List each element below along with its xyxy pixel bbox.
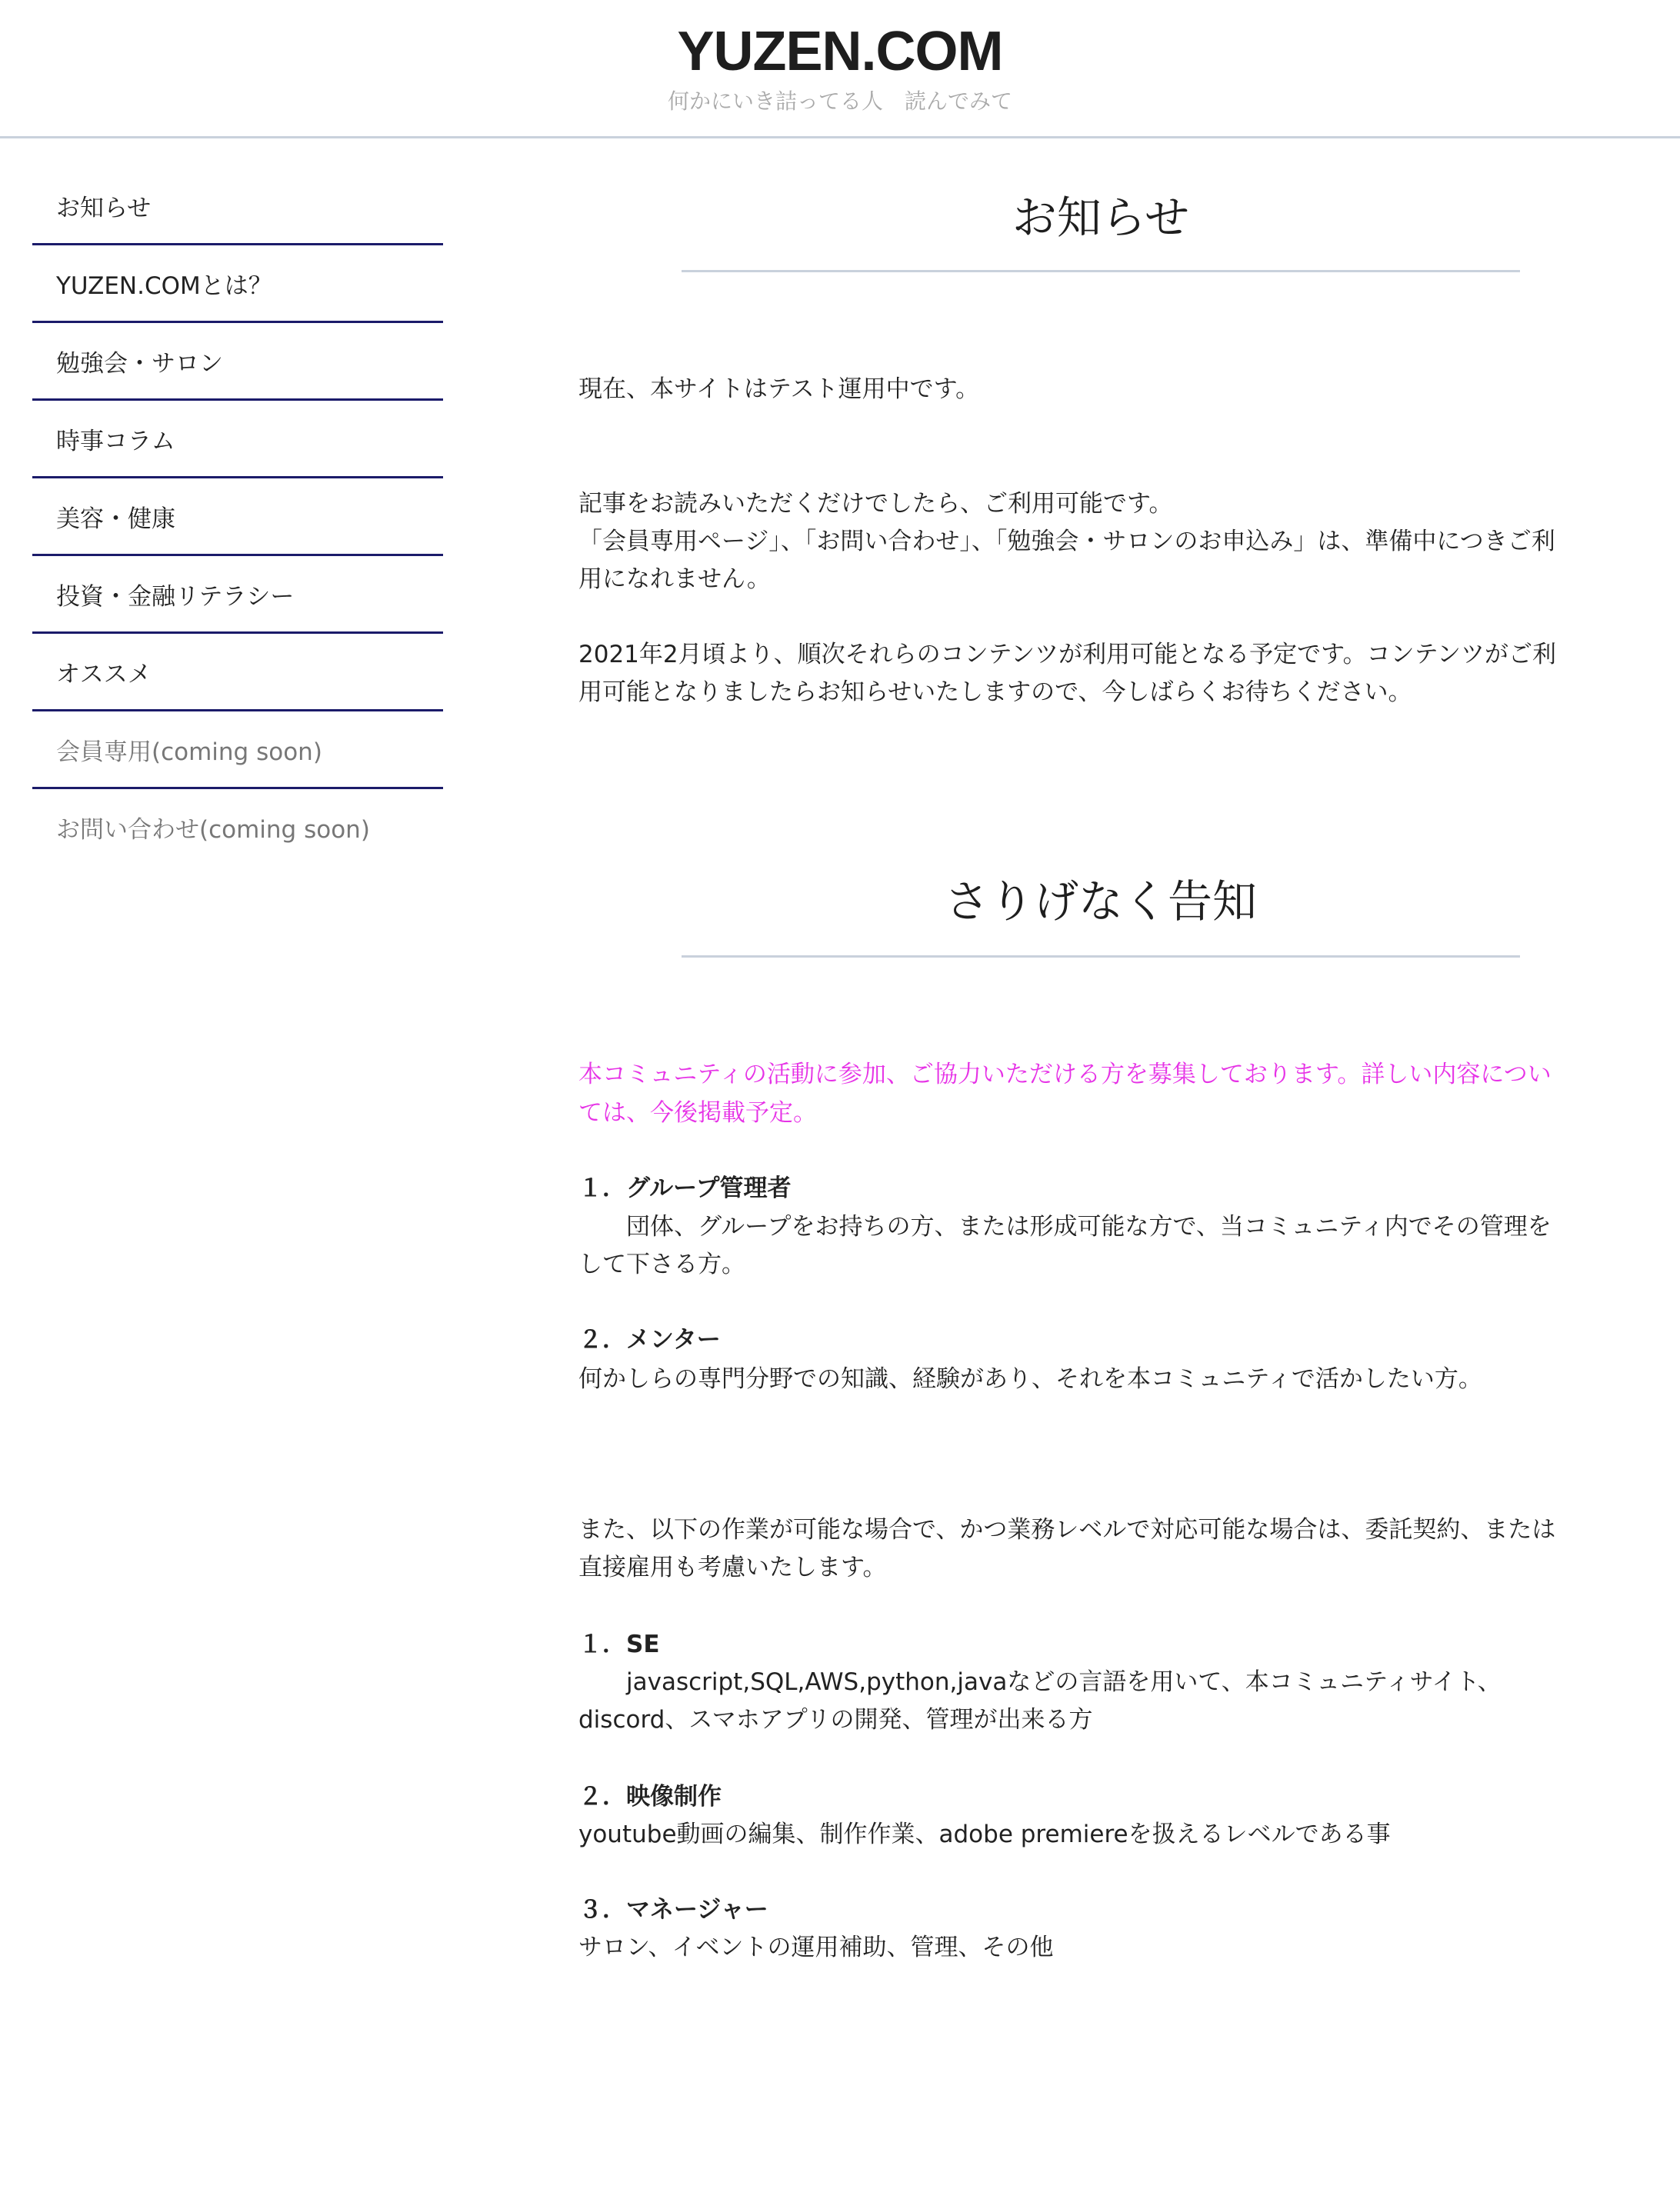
role-text: して下さる方。	[578, 1251, 745, 1278]
sidebar-item-contact[interactable]: お問い合わせ(coming soon)	[56, 815, 370, 844]
site-title[interactable]: YUZEN.COM	[677, 21, 1003, 82]
notice-heading: お知らせ	[1012, 192, 1190, 244]
sidebar-nav	[32, 168, 443, 865]
role-text: 何かしらの専門分野での知識、経験があり、それを本コミュニティで活かしたい方。	[578, 1365, 1482, 1393]
job-heading: １．SE	[578, 1631, 660, 1658]
sidebar-item-study-salon[interactable]: 勉強会・サロン	[32, 323, 443, 401]
job-heading: ２．映像制作	[578, 1783, 722, 1811]
announce-heading: さりげなく告知	[944, 875, 1257, 928]
job-text: サロン、イベントの運用補助、管理、その他	[578, 1934, 1054, 1961]
sidebar-item-investment[interactable]: 投資・金融リテラシー	[32, 556, 443, 634]
job-heading: ３．マネージャー	[578, 1896, 768, 1924]
role-heading: ２．メンター	[578, 1326, 721, 1354]
header-divider	[0, 136, 1680, 138]
notice-text: 用になれません。	[578, 565, 771, 593]
notice-text: 現在、本サイトはテスト運用中です。	[578, 375, 980, 403]
site-tagline: 何かにいき詰ってる人 読んでみて	[667, 88, 1012, 114]
role-text: 団体、グループをお持ちの方、または形成可能な方で、当コミュニティ内でその管理を	[578, 1213, 1552, 1241]
sidebar-item-about[interactable]: YUZEN.COMとは？	[32, 245, 443, 323]
recruit-text: ては、今後掲載予定。	[578, 1099, 817, 1127]
sidebar-item-members[interactable]: 会員専用(coming soon)	[32, 711, 443, 789]
announce-divider	[682, 955, 1520, 958]
also-text: また、以下の作業が可能な場合で、かつ業務レベルで対応可能な場合は、委託契約、または	[578, 1516, 1556, 1544]
notice-text: 「会員専用ページ」、「お問い合わせ」、「勉強会・サロンのお申込み」は、準備中につきご利	[578, 528, 1555, 555]
sidebar-item-beauty-health[interactable]: 美容・健康	[32, 478, 443, 556]
role-heading: １．グループ管理者	[578, 1174, 792, 1202]
job-text: discord、スマホアプリの開発、管理が出来る方	[578, 1706, 1093, 1734]
job-text: youtube動画の編集、制作作業、adobe premiereを扱えるレベルである事	[578, 1821, 1391, 1848]
sidebar-item-recommend[interactable]: オススメ	[32, 634, 443, 711]
notice-text: 2021年2月頃より、順次それらのコンテンツが利用可能となる予定です。コンテンツがご利	[578, 641, 1557, 668]
job-text: javascript,SQL,AWS,python,javaなどの言語を用いて、本コミュニティサイト、	[578, 1668, 1502, 1696]
notice-text: 記事をお読みいただくだけでしたら、ご利用可能です。	[578, 490, 1173, 518]
sidebar-item-column[interactable]: 時事コラム	[32, 401, 443, 478]
also-text: 直接雇用も考慮いたします。	[578, 1554, 887, 1581]
notice-divider	[682, 270, 1520, 272]
notice-text: 用可能となりましたらお知らせいたしますので、今しばらくお待ちください。	[578, 678, 1412, 706]
recruit-text: 本コミュニティの活動に参加、ご協力いただける方を募集しております。詳しい内容につい	[578, 1061, 1552, 1088]
sidebar-item-notice[interactable]: お知らせ	[32, 168, 443, 245]
